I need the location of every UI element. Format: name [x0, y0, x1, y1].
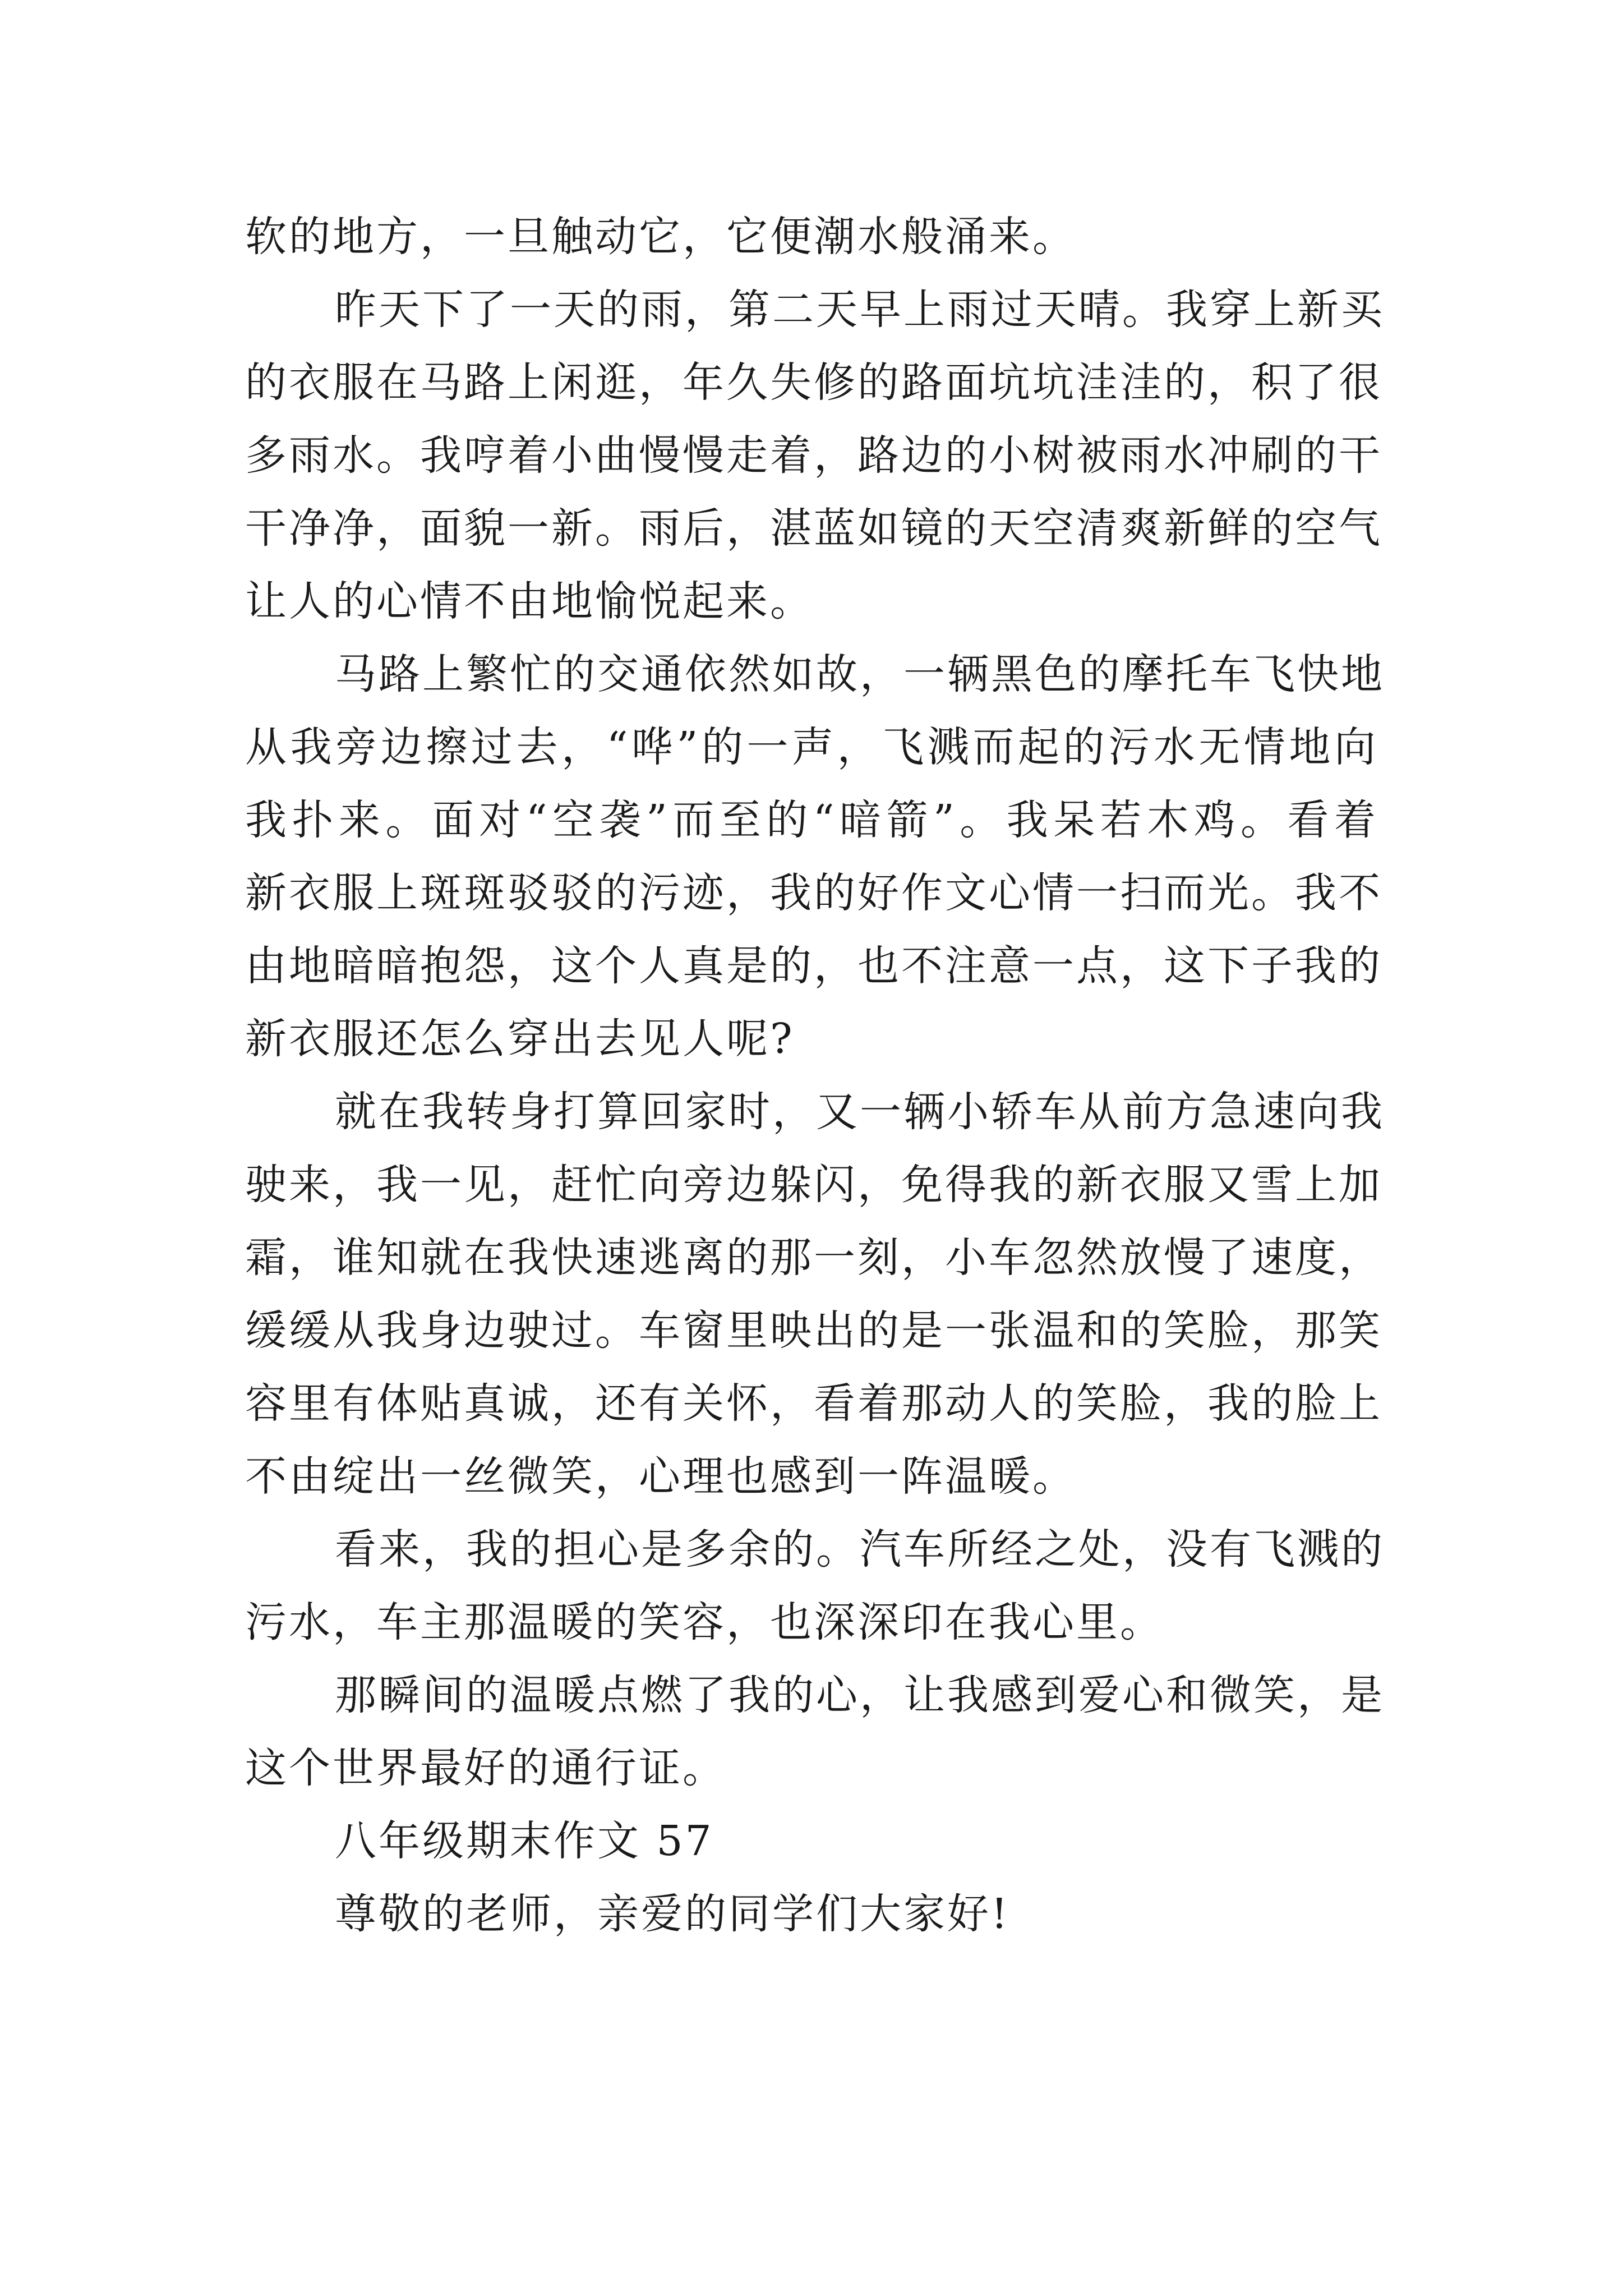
text-line: 让人的心情不由地愉悦起来。	[245, 577, 814, 625]
text-line: 由地暗暗抱怨，这个人真是的，也不注意一点，这下子我的	[245, 942, 1382, 990]
text-line: 这个世界最好的通行证。	[245, 1744, 726, 1792]
text-line: 新衣服还怎么穿出去见人呢?	[245, 1015, 795, 1063]
text-line: 不由绽出一丝微笑，心理也感到一阵温暖。	[245, 1452, 1076, 1501]
text-line: 容里有体贴真诚，还有关怀，看着那动人的笑脸，我的脸上	[245, 1379, 1382, 1428]
text-line: 看来，我的担心是多余的。汽车所经之处，没有飞溅的	[335, 1525, 1385, 1573]
text-line: 那瞬间的温暖点燃了我的心，让我感到爱心和微笑，是	[335, 1671, 1385, 1719]
text-line: 新衣服上斑斑驳驳的污迹，我的好作文心情一扫而光。我不	[245, 869, 1382, 917]
text-line: 干净净，面貌一新。雨后，湛蓝如镜的天空清爽新鲜的空气	[245, 504, 1382, 553]
text-line: 软的地方，一旦触动它，它便潮水般涌来。	[245, 213, 1076, 261]
text-line: 从我旁边擦过去，“哗”的一声，飞溅而起的污水无情地向	[245, 723, 1378, 771]
text-line: 我扑来。面对“空袭”而至的“暗箭”。我呆若木鸡。看着	[245, 796, 1378, 844]
text-line: 驶来，我一见，赶忙向旁边躲闪，免得我的新衣服又雪上加	[245, 1161, 1382, 1209]
text-line: 多雨水。我哼着小曲慢慢走着，路边的小树被雨水冲刷的干	[245, 431, 1382, 480]
text-line: 马路上繁忙的交通依然如故，一辆黑色的摩托车飞快地	[335, 650, 1385, 698]
text-line: 尊敬的老师，亲爱的同学们大家好!	[335, 1890, 1010, 1938]
text-line: 霜，谁知就在我快速逃离的那一刻，小车忽然放慢了速度，	[245, 1234, 1382, 1282]
text-line: 昨天下了一天的雨，第二天早上雨过天晴。我穿上新买	[335, 286, 1385, 334]
text-line: 缓缓从我身边驶过。车窗里映出的是一张温和的笑脸，那笑	[245, 1306, 1382, 1355]
text-line: 污水，车主那温暖的笑容，也深深印在我心里。	[245, 1598, 1164, 1646]
text-line: 的衣服在马路上闲逛，年久失修的路面坑坑洼洼的，积了很	[245, 358, 1382, 407]
text-line: 就在我转身打算回家时，又一辆小轿车从前方急速向我	[335, 1088, 1385, 1136]
section-heading: 八年级期末作文 57	[335, 1817, 714, 1865]
